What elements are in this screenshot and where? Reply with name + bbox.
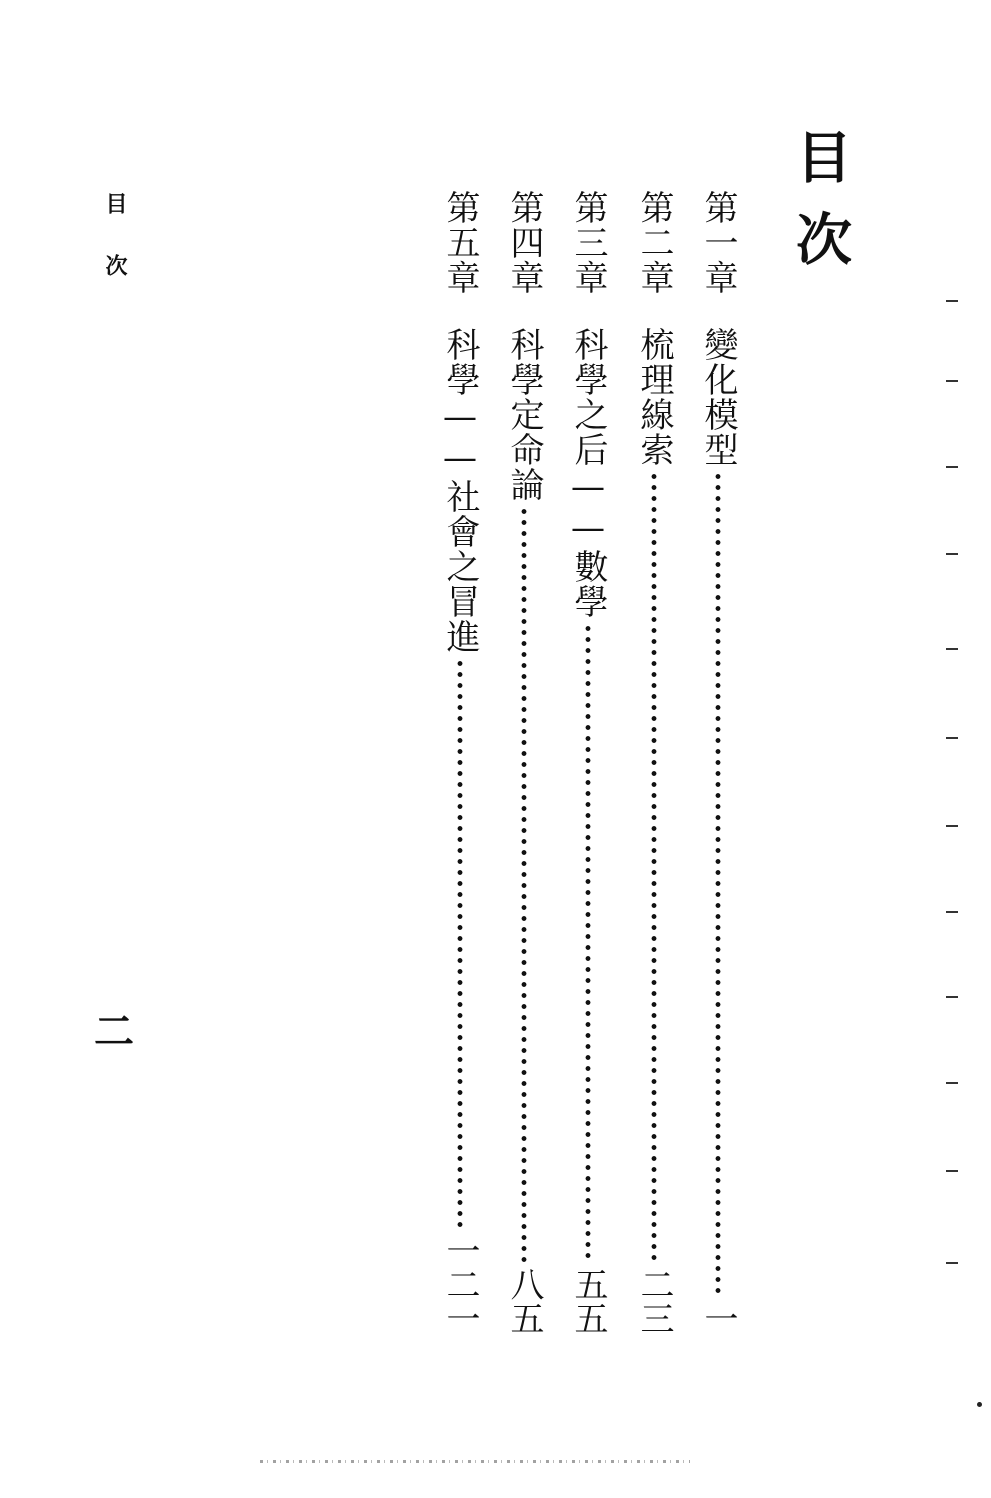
toc-chapter-label: 第一章 bbox=[698, 190, 738, 295]
toc-dot-leader bbox=[521, 506, 527, 1263]
scan-speck bbox=[977, 1402, 982, 1407]
binding-edge-mark bbox=[946, 380, 958, 382]
toc-chapter-label: 第三章 bbox=[568, 190, 608, 295]
binding-edge-mark bbox=[946, 553, 958, 555]
toc-chapter-label: 第四章 bbox=[504, 190, 544, 295]
page-title: 目次 bbox=[787, 128, 853, 292]
toc-entry-chapter-1[interactable] bbox=[696, 190, 740, 1335]
toc-page-number: 八五 bbox=[504, 1267, 544, 1335]
binding-edge-mark bbox=[946, 1082, 958, 1084]
toc-page-number: 五五 bbox=[568, 1267, 608, 1335]
toc-dot-leader bbox=[457, 658, 463, 1229]
toc-dot-leader bbox=[585, 623, 591, 1263]
toc-page-number: 二三 bbox=[634, 1267, 674, 1335]
toc-chapter-label: 第二章 bbox=[634, 190, 674, 295]
toc-chapter-title: 變化模型 bbox=[698, 327, 738, 467]
binding-edge-mark bbox=[946, 1170, 958, 1172]
toc-chapter-title: 科學之后——數學 bbox=[568, 327, 608, 619]
binding-edge-mark bbox=[946, 466, 958, 468]
toc-dot-leader bbox=[715, 471, 721, 1297]
toc-page-number: 一二一 bbox=[440, 1233, 480, 1335]
toc-entry-chapter-3[interactable] bbox=[566, 190, 610, 1335]
toc-chapter-label: 第五章 bbox=[440, 190, 480, 295]
toc-entry-chapter-2[interactable] bbox=[632, 190, 676, 1335]
toc-chapter-title: 科學——社會之冒進 bbox=[440, 327, 480, 654]
binding-edge-mark bbox=[946, 911, 958, 913]
folio: 二 bbox=[94, 1008, 134, 1055]
binding-edge-mark bbox=[946, 996, 958, 998]
toc-page-number: 一 bbox=[698, 1301, 738, 1335]
binding-edge-mark bbox=[946, 648, 958, 650]
binding-edge-mark bbox=[946, 1262, 958, 1264]
binding-edge-mark bbox=[946, 737, 958, 739]
toc-entry-chapter-4[interactable] bbox=[502, 190, 546, 1335]
toc-dot-leader bbox=[651, 471, 657, 1263]
scan-edge-noise bbox=[260, 1460, 690, 1463]
binding-edge-mark bbox=[946, 825, 958, 827]
running-head: 目次 bbox=[102, 192, 128, 316]
binding-edge-mark bbox=[946, 300, 958, 302]
toc-entry-chapter-5[interactable] bbox=[438, 190, 482, 1335]
toc-chapter-title: 科學定命論 bbox=[504, 327, 544, 502]
toc-chapter-title: 梳理線索 bbox=[634, 327, 674, 467]
